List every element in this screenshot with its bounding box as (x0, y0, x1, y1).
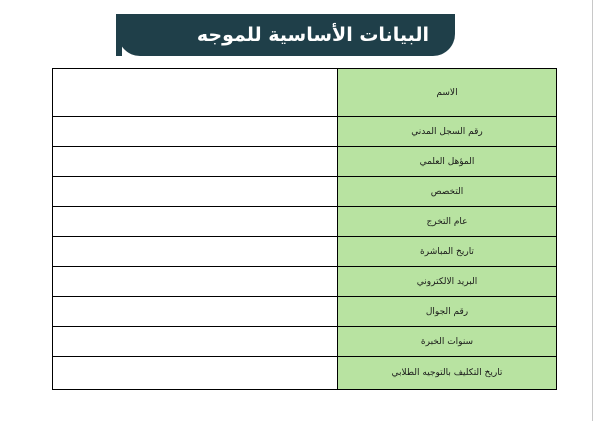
email-label: البريد الالكتروني (338, 267, 557, 297)
table-row (53, 207, 557, 237)
mobile-value-field[interactable] (53, 297, 338, 327)
start-date-value-field[interactable] (53, 237, 338, 267)
table-row (53, 267, 557, 297)
table-row (53, 297, 557, 327)
experience-years-value-field[interactable] (53, 327, 338, 357)
table-row (53, 327, 557, 357)
table-row (53, 147, 557, 177)
table-row (53, 357, 557, 390)
name-value-field[interactable] (53, 69, 338, 117)
assignment-date-label: تاريخ التكليف بالتوجيه الطلابي (338, 357, 557, 390)
table-row (53, 117, 557, 147)
specialization-label: التخصص (338, 177, 557, 207)
email-value-field[interactable] (53, 267, 338, 297)
qualification-value-field[interactable] (53, 147, 338, 177)
name-label: الاسم (338, 69, 557, 117)
graduation-year-label: عام التخرج (338, 207, 557, 237)
table-row (53, 237, 557, 267)
mobile-label: رقم الجوال (338, 297, 557, 327)
civil-id-label: رقم السجل المدني (338, 117, 557, 147)
page-title: البيانات الأساسية للموجه (196, 24, 429, 46)
basic-info-table (52, 68, 557, 390)
qualification-label: المؤهل العلمي (338, 147, 557, 177)
experience-years-label: سنوات الخبرة (338, 327, 557, 357)
graduation-year-value-field[interactable] (53, 207, 338, 237)
table-row (53, 177, 557, 207)
specialization-value-field[interactable] (53, 177, 338, 207)
start-date-label: تاريخ المباشرة (338, 237, 557, 267)
assignment-date-value-field[interactable] (53, 357, 338, 390)
title-banner (118, 14, 455, 56)
civil-id-value-field[interactable] (53, 117, 338, 147)
table-row (53, 69, 557, 117)
